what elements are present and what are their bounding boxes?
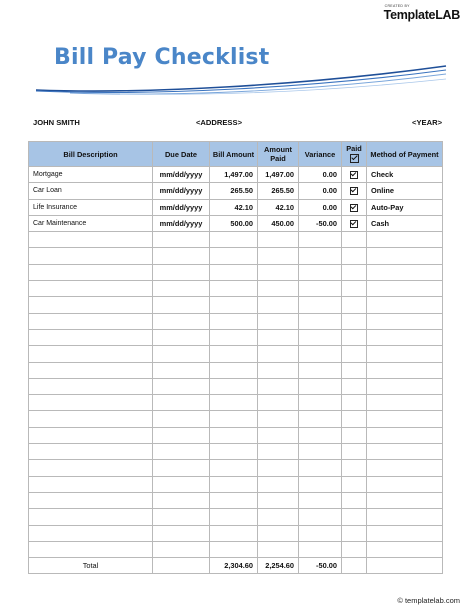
total-label: Total [29,558,153,574]
paid-cell[interactable] [342,509,367,525]
col-header-paid [342,142,367,167]
variance-cell[interactable] [299,411,342,427]
bill-amount-cell[interactable] [210,492,258,508]
address-field: <ADDRESS> [196,118,243,127]
amount-paid-cell[interactable] [258,313,299,329]
variance-cell[interactable] [299,297,342,313]
due-date-cell[interactable]: mm/dd/yyyy [153,215,210,231]
table-row [29,346,443,362]
table-row [29,395,443,411]
variance-cell[interactable] [299,264,342,280]
table-row [29,232,443,248]
paid-cell[interactable] [342,264,367,280]
variance-cell[interactable] [299,378,342,394]
variance-cell[interactable] [299,444,342,460]
due-date-cell[interactable] [153,232,210,248]
payment-method-cell[interactable] [367,411,443,427]
payment-method-cell[interactable] [367,297,443,313]
payment-method-cell[interactable] [367,541,443,557]
bill-amount-cell[interactable] [210,541,258,557]
table-row [29,281,443,297]
amount-paid-cell[interactable]: 42.10 [258,199,299,215]
paid-cell[interactable] [342,297,367,313]
bill-description-cell[interactable]: Car Loan [29,183,153,199]
paid-cell[interactable] [342,444,367,460]
table-row [29,541,443,557]
variance-cell[interactable] [299,329,342,345]
bill-amount-cell[interactable]: 500.00 [210,215,258,231]
amount-paid-cell[interactable] [258,346,299,362]
variance-cell[interactable] [299,541,342,557]
bill-amount-cell[interactable] [210,264,258,280]
variance-cell[interactable] [299,313,342,329]
bill-amount-cell[interactable] [210,378,258,394]
paid-cell[interactable] [342,183,367,199]
bill-description-cell[interactable]: Mortgage [29,167,153,183]
table-row [29,427,443,443]
bill-description-cell[interactable] [29,509,153,525]
bill-description-cell[interactable] [29,281,153,297]
due-date-cell[interactable]: mm/dd/yyyy [153,183,210,199]
amount-paid-cell[interactable] [258,492,299,508]
amount-paid-cell[interactable] [258,525,299,541]
bill-description-cell[interactable] [29,248,153,264]
bill-amount-cell[interactable] [210,362,258,378]
paid-cell[interactable] [342,346,367,362]
paid-cell[interactable] [342,378,367,394]
table-row [29,313,443,329]
bill-amount-cell[interactable] [210,281,258,297]
bill-description-cell[interactable] [29,541,153,557]
payment-method-cell[interactable] [367,378,443,394]
bill-description-cell[interactable] [29,444,153,460]
variance-cell[interactable] [299,460,342,476]
logo-tagline: CREATED BY [384,4,410,8]
paid-checkbox-icon[interactable] [350,187,358,195]
payment-method-cell[interactable] [367,476,443,492]
table-row [29,167,443,183]
variance-cell[interactable] [299,427,342,443]
table-row [29,460,443,476]
paid-cell[interactable] [342,329,367,345]
col-header-due-date: Due Date [153,142,210,167]
bill-description-cell[interactable] [29,427,153,443]
due-date-cell[interactable] [153,509,210,525]
variance-cell[interactable] [299,362,342,378]
payment-method-cell[interactable] [367,525,443,541]
due-date-cell[interactable] [153,411,210,427]
payment-method-cell[interactable] [367,362,443,378]
paid-cell[interactable] [342,313,367,329]
variance-cell[interactable] [299,281,342,297]
due-date-cell[interactable] [153,492,210,508]
variance-cell[interactable]: -50.00 [299,215,342,231]
total-empty-cell [367,558,443,574]
bill-description-cell[interactable] [29,346,153,362]
amount-paid-cell[interactable] [258,427,299,443]
paid-checkbox-icon[interactable] [350,204,358,212]
payment-method-cell[interactable] [367,313,443,329]
paid-checkbox-icon[interactable] [350,171,358,179]
bill-description-cell[interactable] [29,476,153,492]
bill-description-cell[interactable] [29,492,153,508]
paid-cell[interactable] [342,362,367,378]
table-row [29,215,443,231]
paid-cell[interactable] [342,232,367,248]
due-date-cell[interactable] [153,476,210,492]
payment-method-cell[interactable] [367,509,443,525]
payment-method-cell[interactable] [367,492,443,508]
amount-paid-cell[interactable] [258,395,299,411]
paid-cell[interactable] [342,411,367,427]
payment-method-cell[interactable]: Online [367,183,443,199]
amount-paid-cell[interactable] [258,232,299,248]
account-holder-name: JOHN SMITH [33,118,80,127]
payment-method-cell[interactable] [367,444,443,460]
bill-amount-cell[interactable] [210,444,258,460]
bill-description-cell[interactable] [29,297,153,313]
variance-cell[interactable]: 0.00 [299,167,342,183]
bill-amount-cell[interactable] [210,313,258,329]
total-variance: -50.00 [299,558,342,574]
payment-method-cell[interactable] [367,395,443,411]
variance-cell[interactable] [299,248,342,264]
col-header-description: Bill Description [29,142,153,167]
total-bill-amount: 2,304.60 [210,558,258,574]
variance-cell[interactable] [299,476,342,492]
due-date-cell[interactable] [153,378,210,394]
table-row [29,476,443,492]
table-row [29,378,443,394]
bill-checklist-table [28,141,443,574]
amount-paid-cell[interactable]: 265.50 [258,183,299,199]
checkbox-icon [350,154,359,163]
due-date-cell[interactable] [153,362,210,378]
bill-description-cell[interactable] [29,329,153,345]
year-field: <YEAR> [412,118,442,127]
table-row [29,183,443,199]
due-date-cell[interactable] [153,313,210,329]
variance-cell[interactable] [299,395,342,411]
due-date-cell[interactable]: mm/dd/yyyy [153,199,210,215]
variance-cell[interactable] [299,346,342,362]
paid-cell[interactable] [342,476,367,492]
paid-cell[interactable] [342,460,367,476]
due-date-cell[interactable] [153,460,210,476]
decorative-swoosh [0,60,474,100]
amount-paid-cell[interactable]: 1,497.00 [258,167,299,183]
paid-cell[interactable] [342,395,367,411]
bill-description-cell[interactable]: Car Maintenance [29,215,153,231]
col-header-variance: Variance [299,142,342,167]
col-header-amount-paid: Amount Paid [258,142,299,167]
amount-paid-cell[interactable] [258,411,299,427]
due-date-cell[interactable] [153,346,210,362]
bill-amount-cell[interactable] [210,329,258,345]
paid-cell[interactable] [342,215,367,231]
amount-paid-cell[interactable] [258,248,299,264]
paid-cell[interactable] [342,525,367,541]
due-date-cell[interactable] [153,444,210,460]
due-date-cell[interactable] [153,329,210,345]
amount-paid-cell[interactable] [258,541,299,557]
bill-amount-cell[interactable] [210,509,258,525]
bill-amount-cell[interactable] [210,411,258,427]
table-row [29,362,443,378]
bill-amount-cell[interactable] [210,460,258,476]
bill-amount-cell[interactable] [210,232,258,248]
table-row [29,492,443,508]
paid-checkbox-icon[interactable] [350,220,358,228]
bill-amount-cell[interactable] [210,476,258,492]
table-row [29,199,443,215]
table-row [29,444,443,460]
table-row [29,411,443,427]
bill-description-cell[interactable] [29,378,153,394]
paid-cell[interactable] [342,541,367,557]
paid-cell[interactable] [342,199,367,215]
bill-description-cell[interactable] [29,362,153,378]
due-date-cell[interactable] [153,264,210,280]
variance-cell[interactable]: 0.00 [299,183,342,199]
amount-paid-cell[interactable] [258,281,299,297]
col-header-paid-label: Paid [346,143,362,153]
bill-amount-cell[interactable]: 265.50 [210,183,258,199]
paid-cell[interactable] [342,248,367,264]
amount-paid-cell[interactable] [258,378,299,394]
footer-credit: © templatelab.com [397,596,460,605]
total-empty-cell [153,558,210,574]
amount-paid-cell[interactable] [258,362,299,378]
payment-method-cell[interactable]: Check [367,167,443,183]
amount-paid-cell[interactable] [258,476,299,492]
col-header-method: Method of Payment [367,142,443,167]
bill-amount-cell[interactable] [210,297,258,313]
payment-method-cell[interactable]: Cash [367,215,443,231]
bill-amount-cell[interactable] [210,395,258,411]
amount-paid-cell[interactable] [258,509,299,525]
payment-method-cell[interactable] [367,329,443,345]
payment-method-cell[interactable]: Auto-Pay [367,199,443,215]
table-row [29,264,443,280]
bill-description-cell[interactable] [29,460,153,476]
amount-paid-cell[interactable] [258,264,299,280]
due-date-cell[interactable] [153,248,210,264]
payment-method-cell[interactable] [367,232,443,248]
due-date-cell[interactable] [153,395,210,411]
table-row [29,248,443,264]
amount-paid-cell[interactable] [258,329,299,345]
bill-description-cell[interactable] [29,232,153,248]
table-row [29,509,443,525]
paid-cell[interactable] [342,167,367,183]
bill-description-cell[interactable]: Life Insurance [29,199,153,215]
bill-amount-cell[interactable]: 1,497.00 [210,167,258,183]
variance-cell[interactable] [299,232,342,248]
bill-amount-cell[interactable] [210,248,258,264]
table-row [29,525,443,541]
table-row [29,297,443,313]
payment-method-cell[interactable] [367,427,443,443]
total-amount-paid: 2,254.60 [258,558,299,574]
amount-paid-cell[interactable]: 450.00 [258,215,299,231]
due-date-cell[interactable] [153,525,210,541]
paid-cell[interactable] [342,281,367,297]
variance-cell[interactable] [299,525,342,541]
payment-method-cell[interactable] [367,346,443,362]
templatelab-logo [384,5,460,22]
due-date-cell[interactable] [153,281,210,297]
table-header-row [29,142,443,167]
bill-amount-cell[interactable]: 42.10 [210,199,258,215]
bill-description-cell[interactable] [29,264,153,280]
table-row [29,329,443,345]
paid-cell[interactable] [342,427,367,443]
variance-cell[interactable] [299,509,342,525]
amount-paid-cell[interactable] [258,444,299,460]
due-date-cell[interactable] [153,541,210,557]
col-header-bill-amount: Bill Amount [210,142,258,167]
bill-amount-cell[interactable] [210,346,258,362]
bill-description-cell[interactable] [29,411,153,427]
due-date-cell[interactable]: mm/dd/yyyy [153,167,210,183]
due-date-cell[interactable] [153,297,210,313]
logo-brand: TemplateLAB [383,8,460,22]
payment-method-cell[interactable] [367,460,443,476]
bill-amount-cell[interactable] [210,525,258,541]
amount-paid-cell[interactable] [258,460,299,476]
total-row [29,558,443,574]
payment-method-cell[interactable] [367,281,443,297]
payment-method-cell[interactable] [367,248,443,264]
bill-description-cell[interactable] [29,525,153,541]
amount-paid-cell[interactable] [258,297,299,313]
bill-description-cell[interactable] [29,313,153,329]
total-empty-cell [342,558,367,574]
payment-method-cell[interactable] [367,264,443,280]
bill-description-cell[interactable] [29,395,153,411]
variance-cell[interactable] [299,492,342,508]
due-date-cell[interactable] [153,427,210,443]
bill-amount-cell[interactable] [210,427,258,443]
paid-cell[interactable] [342,492,367,508]
variance-cell[interactable]: 0.00 [299,199,342,215]
page-title: Bill Pay Checklist [54,45,270,70]
